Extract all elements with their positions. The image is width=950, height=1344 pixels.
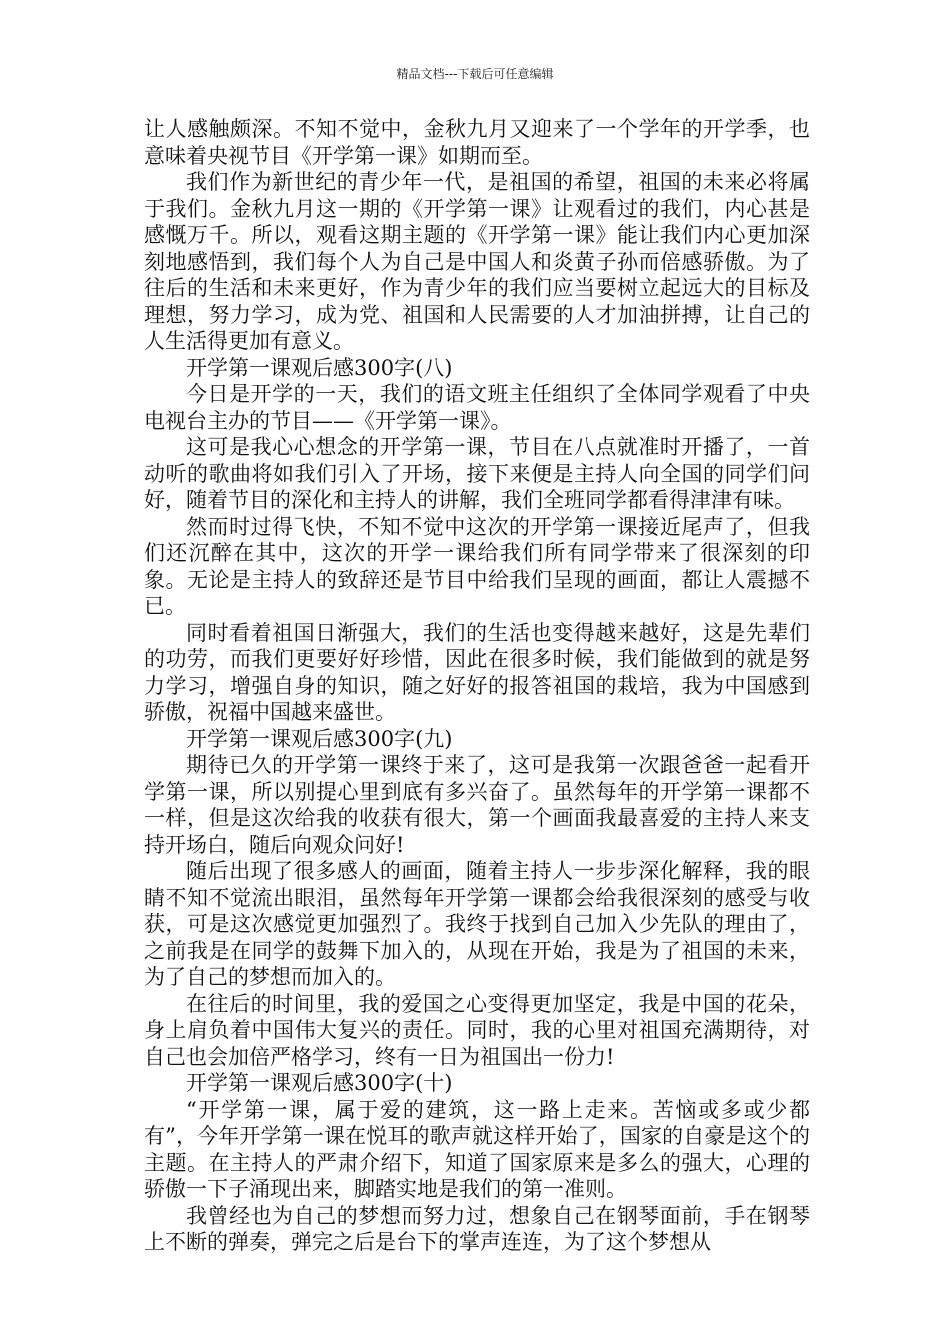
paragraph: “开学第一课，属于爱的建筑，这一路上走来。苦恼或多或少都有”，今年开学第一课在悦耳的歌声就这样开始了，国家的自豪是这个的主题。在主持人的严肃介绍下，知道了国家原来是多么的强大，心理的骄傲一下子涌现出来，脚踏实地是我们的第一准则。 <box>144 1097 810 1201</box>
paragraph: 我们作为新世纪的青少年一代，是祖国的希望，祖国的未来必将属于我们。金秋九月这一期的《开学第一课》让观看过的我们，内心甚是感慨万千。所以，观看这期主题的《开学第一课》能让我们内心更加深刻地感悟到，我们每个人为自己是中国人和炎黄子孙而倍感骄傲。为了往后的生活和未来更好，作为青少年的我们应当要树立起远大的目标及理想，努力学习，成为党、祖国和人民需要的人才加油拼搏，让自己的人生活得更加有意义。 <box>144 170 810 353</box>
section-heading: 开学第一课观后感300字(十) <box>186 1071 453 1095</box>
paragraph: 今日是开学的一天，我们的语文班主任组织了全体同学观看了中央电视台主办的节目——《开学第一课》。 <box>144 382 810 433</box>
paragraph: 随后出现了很多感人的画面，随着主持人一步步深化解释，我的眼睛不知不觉流出眼泪，虽然每年开学第一课都会给我很深刻的感受与收获，可是这次感觉更加强烈了。我终于找到自己加入少先队的理由了，之前我是在同学的鼓舞下加入的，从现在开始，我是为了祖国的未来，为了自己的梦想而加入的。 <box>144 859 810 989</box>
paragraph: 期待已久的开学第一课终于来了，这可是我第一次跟爸爸一起看开学第一课，所以别提心里到底有多兴奋了。虽然每年的开学第一课都不一样，但是这次给我的收获有很大，第一个画面我最喜爱的主持人来支持开场白，随后向观众问好! <box>144 753 810 857</box>
section-heading: 开学第一课观后感300字(八) <box>186 355 453 380</box>
paragraph: 这可是我心心想念的开学第一课，节目在八点就准时开播了，一首动听的歌曲将如我们引入了开场，接下来便是主持人向全国的同学们问好，随着节目的深化和主持人的讲解，我们全班同学都看得津津有味。 <box>144 435 810 512</box>
paragraph: 在往后的时间里，我的爱国之心变得更加坚定，我是中国的花朵，身上肩负着中国伟大复兴的责任。同时，我的心里对祖国充满期待，对自己也会加倍严格学习，终有一日为祖国出一份力! <box>144 991 810 1069</box>
page-header: 精品文档---下载后可任意编辑 <box>396 67 554 81</box>
paragraph: 让人感触颇深。不知不觉中，金秋九月又迎来了一个学年的开学季，也意味着央视节目《开学第一课》如期而至。 <box>144 117 810 168</box>
paragraph: 然而时过得飞快，不知不觉中这次的开学第一课接近尾声了，但我们还沉醉在其中，这次的开学一课给我们所有同学带来了很深刻的印象。无论是主持人的致辞还是节目中给我们呈现的画面，都让人震撼不已。 <box>144 514 810 618</box>
paragraph: 同时看着祖国日渐强大，我们的生活也变得越来越好，这是先辈们的功劳，而我们更要好好珍惜，因此在很多时候，我们能做到的就是努力学习，增强自身的知识，随之好好的报答祖国的栽培，我为中国感到骄傲，祝福中国越来盛世。 <box>144 620 810 724</box>
paragraph: 我曾经也为自己的梦想而努力过，想象自己在钢琴面前，手在钢琴上不断的弹奏，弹完之后是台下的掌声连连，为了这个梦想从 <box>144 1203 810 1254</box>
document-body <box>144 116 810 1256</box>
section-heading: 开学第一课观后感300字(九) <box>186 726 453 751</box>
